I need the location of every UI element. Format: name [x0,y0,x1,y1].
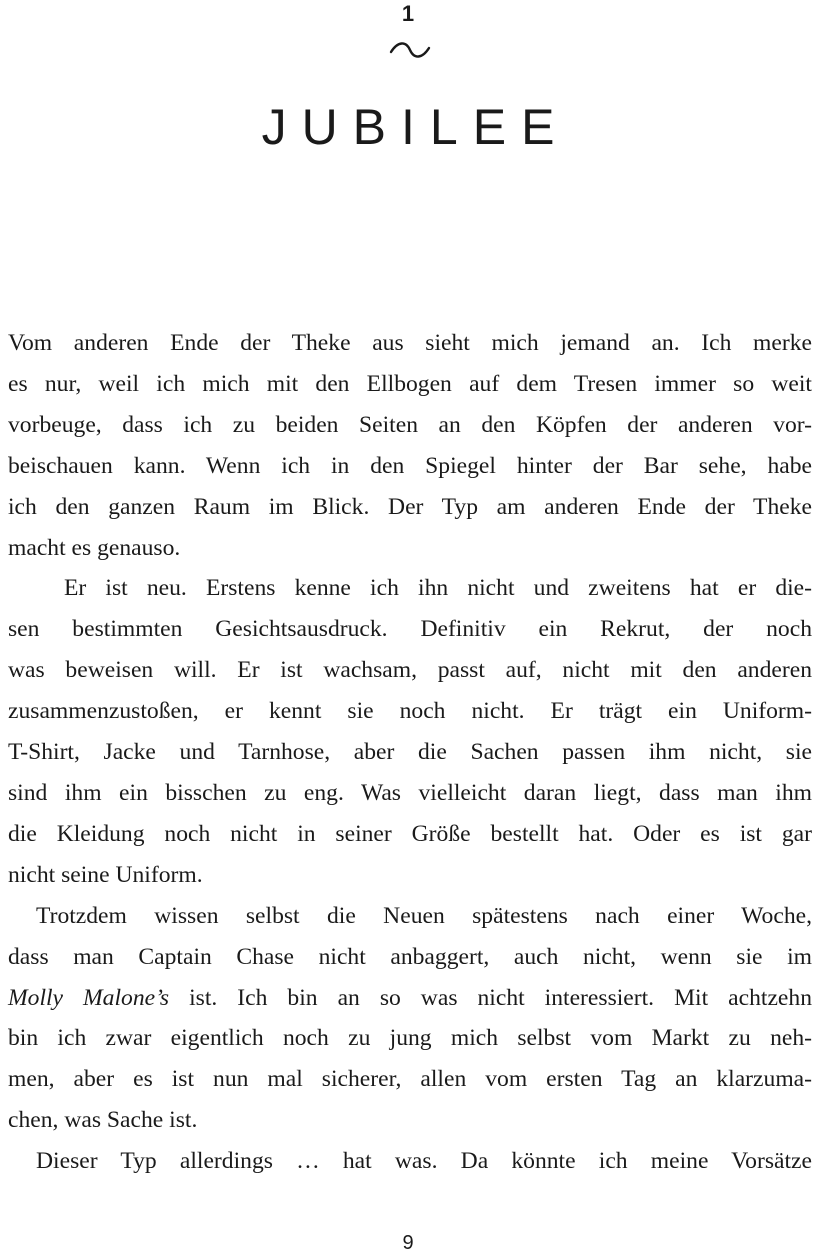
text-line: ich den ganzen Raum im Blick. Der Typ am anderen Ende der Theke [8,493,812,520]
text-line: chen, was Sache ist. [8,1107,198,1134]
text-line: Trotzdem wissen selbst die Neuen spätestens nach einer Woche, [36,902,812,929]
text-line: zusammenzustoßen, er kennt sie noch nicht. Er trägt ein Uniform- [8,698,812,725]
chapter-number: 1 [401,1,415,26]
text-line: bin ich zwar eigentlich noch zu jung mich selbst vom Markt zu neh- [8,1025,812,1052]
page-number: 9 [402,1232,414,1254]
text-line: die Kleidung noch nicht in seiner Größe bestellt hat. Oder es ist gar [8,820,812,847]
text-line: sind ihm ein bisschen zu eng. Was vielleicht daran liegt, dass man ihm [8,779,812,806]
tilde-ornament-icon [388,38,432,62]
text-line: dass man Captain Chase nicht anbaggert, auch nicht, wenn sie im [8,943,812,970]
text-line: Vom anderen Ende der Theke aus sieht mich jemand an. Ich merke [8,330,812,356]
text-line: men, aber es ist nun mal sicherer, allen vom ersten Tag an klarzuma- [8,1066,812,1093]
chapter-title: JUBILEE [261,99,570,155]
text-line: T-Shirt, Jacke und Tarnhose, aber die Sachen passen ihm nicht, sie [8,739,812,766]
paragraph [8,568,812,895]
italic-title: Molly Malone’s [8,984,170,1011]
paragraph [8,1141,812,1182]
text-line: was beweisen will. Er ist wachsam, passt auf, nicht mit den anderen [8,657,812,684]
text-span: ist. Ich bin an so was nicht interessiert. Mit achtzehn [169,984,813,1011]
text-line: macht es genauso. [8,534,181,561]
text-line: sen bestimmten Gesichtsausdruck. Definitiv ein Rekrut, der noch [8,616,812,643]
paragraph [8,323,812,568]
text-line: es nur, weil ich mich mit den Ellbogen auf dem Tresen immer so weit [8,370,812,397]
text-line [8,978,812,1019]
text-line: vorbeuge, dass ich zu beiden Seiten an den Köpfen der anderen vor- [8,411,812,438]
paragraph [8,896,812,1141]
text-line: beischauen kann. Wenn ich in den Spiegel hinter der Bar sehe, habe [8,452,812,479]
text-line: Dieser Typ allerdings … hat was. Da könnte ich meine Vorsätze [36,1148,812,1175]
text-line: nicht seine Uniform. [8,861,203,888]
chapter-body [8,323,812,1182]
text-line: Er ist neu. Erstens kenne ich ihn nicht und zweitens hat er die- [64,575,812,602]
